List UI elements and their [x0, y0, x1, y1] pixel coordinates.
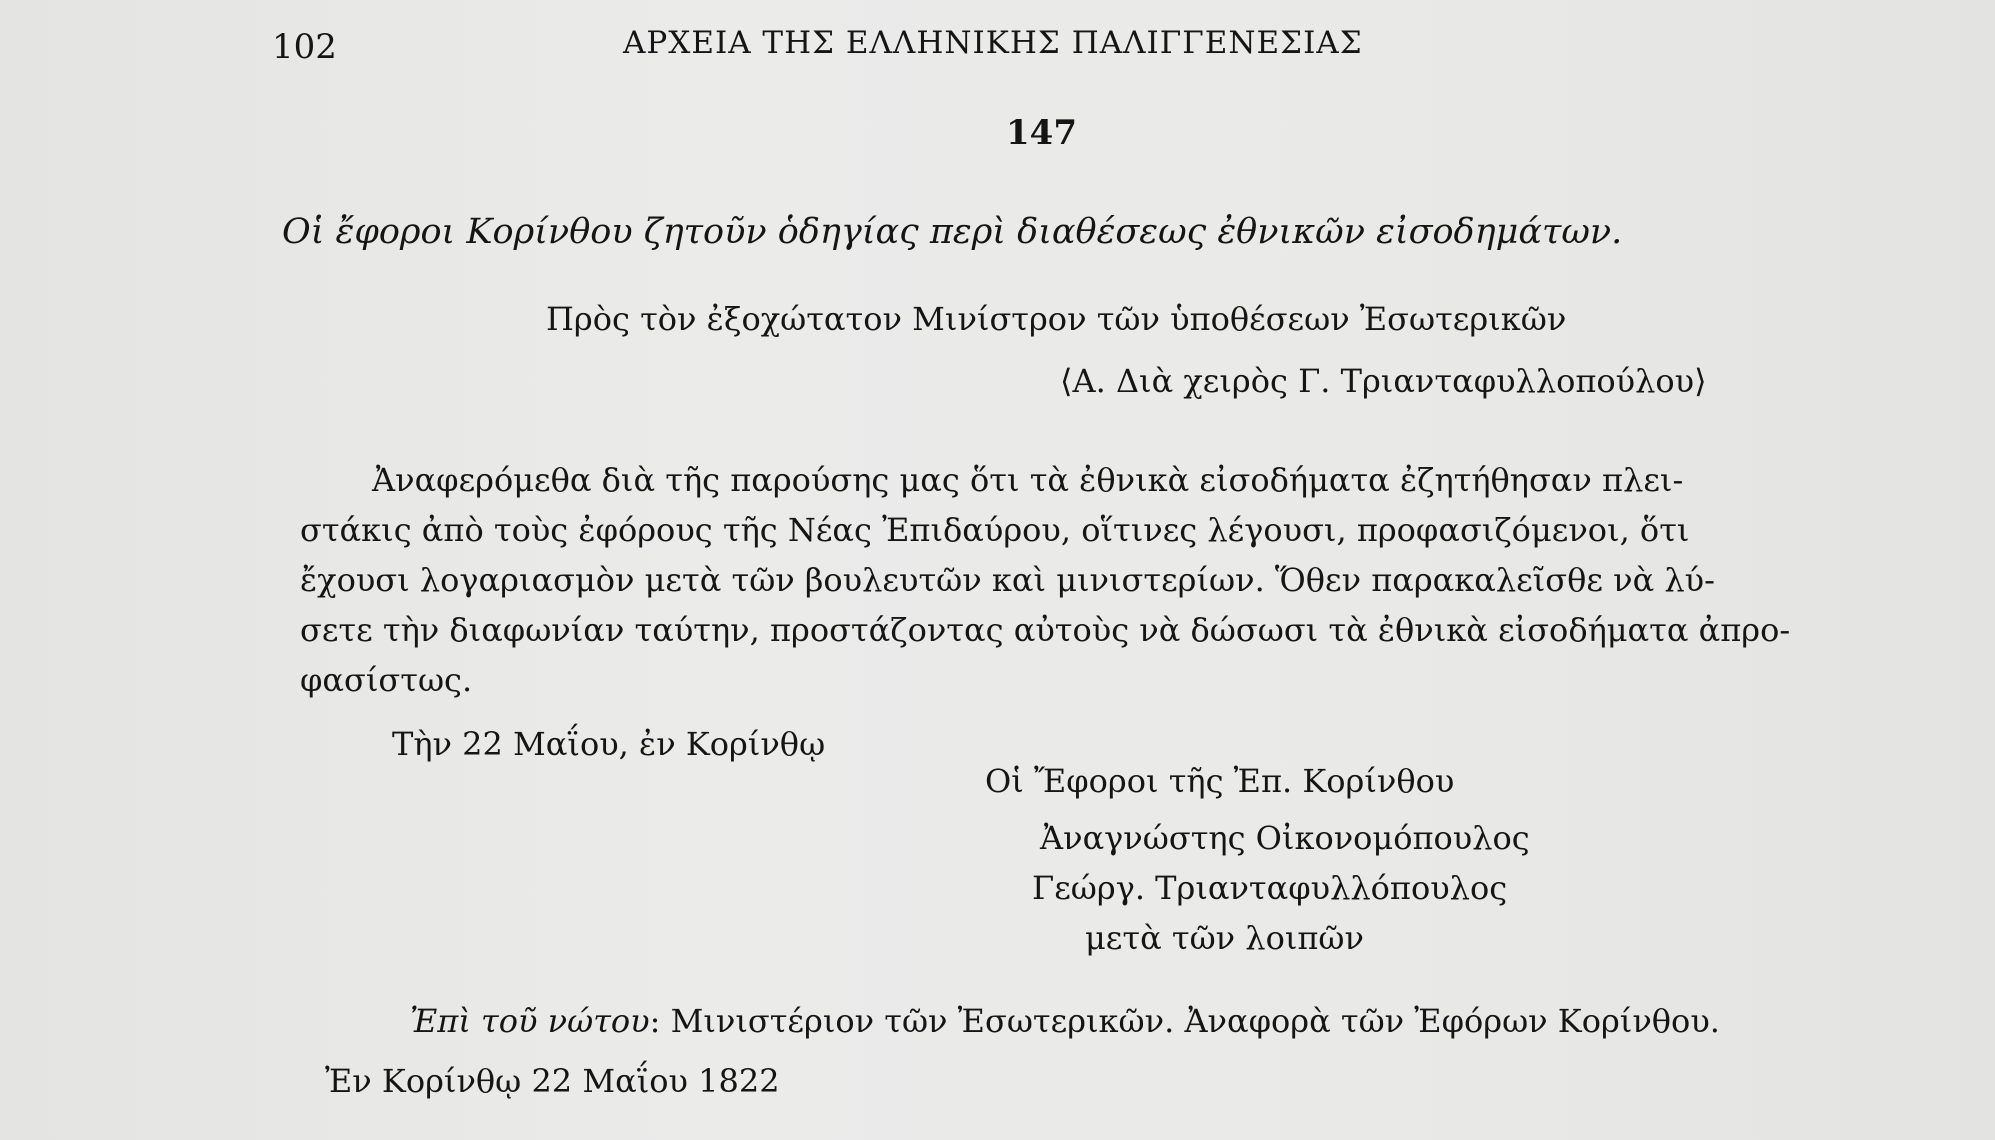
endorsement-text: : Μινιστέριον τῶν Ἐσωτερικῶν. Ἀναφορὰ τῶν Ἐφόρων Κορίνθου. [649, 1002, 1720, 1040]
letter-body [300, 455, 1791, 705]
body-line: Ἀναφερόμεθα διὰ τῆς παρούσης μας ὅτι τὰ ἐθνικὰ εἰσοδήματα ἐζητήθησαν πλει- [372, 461, 1684, 499]
endorsement-date: Ἐν Κορίνθῳ 22 Μαΐου 1822 [325, 1062, 780, 1100]
courier-note: ⟨Α. Διὰ χειρὸς Γ. Τριανταφυλλοπούλου⟩ [1060, 362, 1707, 400]
body-line: στάκις ἀπὸ τοὺς ἐφόρους τῆς Νέας Ἐπιδαύρου, οἵτινες λέγουσι, προφασιζόμενοι, ὅτι [300, 511, 1690, 549]
endorsement-note [410, 1002, 1720, 1040]
endorsement-label: Ἐπὶ τοῦ νώτου [410, 1002, 650, 1040]
signature-line: Οἱ Ἔφοροι τῆς Ἐπ. Κορίνθου [985, 762, 1455, 800]
addressee-line: Πρὸς τὸν ἐξοχώτατον Μινίστρον τῶν ὑποθέσεων Ἐσωτερικῶν [546, 300, 1567, 338]
body-line: σετε τὴν διαφωνίαν ταύτην, προστάζοντας αὐτοὺς νὰ δώσωσι τὰ ἐθνικὰ εἰσοδήματα ἀπρο- [300, 611, 1791, 649]
signature-line: Γεώργ. Τριανταφυλλόπουλος [1032, 869, 1508, 907]
running-title: ΑΡΧΕΙΑ ΤΗΣ ΕΛΛΗΝΙΚΗΣ ΠΑΛΙΓΓΕΝΕΣΙΑΣ [623, 25, 1363, 61]
document-title: Οἱ ἔφοροι Κορίνθου ζητοῦν ὁδηγίας περὶ διαθέσεως ἐθνικῶν εἰσοδημάτων. [282, 212, 1623, 252]
page-number: 102 [272, 27, 337, 67]
signature-line: μετὰ τῶν λοιπῶν [1085, 919, 1364, 957]
signature-line: Ἀναγνώστης Οἰκονομόπουλος [1040, 819, 1530, 857]
date-line: Τὴν 22 Μαΐου, ἐν Κορίνθῳ [392, 725, 826, 763]
body-line: ἔχουσι λογαριασμὸν μετὰ τῶν βουλευτῶν καὶ μινιστερίων. Ὅθεν παρακαλεῖσθε νὰ λύ- [300, 561, 1715, 599]
body-line: φασίστως. [300, 661, 473, 699]
document-number: 147 [1006, 113, 1077, 153]
